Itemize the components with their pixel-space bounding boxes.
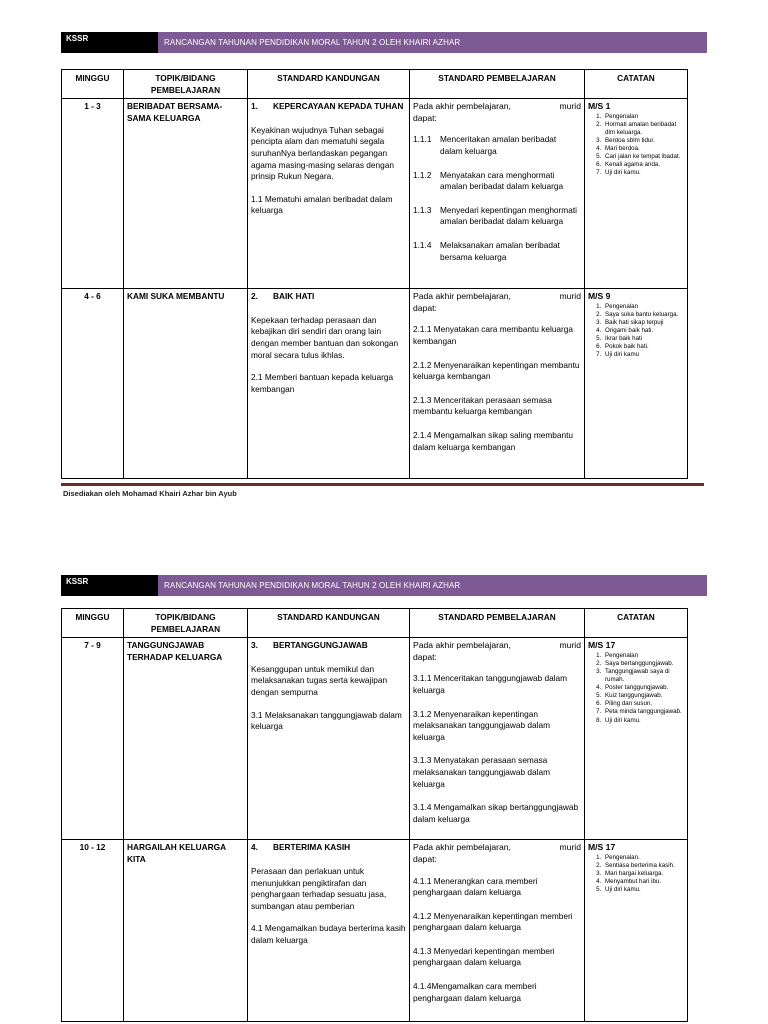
list-item: 2. Sentiasa berterima kasih.	[603, 862, 684, 870]
standard-pembelajaran-cell	[410, 638, 585, 840]
page-reference: M/S 17	[588, 842, 616, 853]
sp-item: 3.1.1 Menceritakan tanggungjawab dalam keluarga	[413, 673, 568, 695]
table-row	[62, 99, 688, 289]
list-item: 1. Pengenalan	[603, 652, 684, 660]
sp-intro-dapat: dapat:	[413, 651, 437, 662]
list-item: 4. Mari berdoa.	[603, 145, 684, 153]
standard-pembelajaran-cell	[410, 289, 585, 479]
list-item: 2. Hormati amalan beribadat dlm keluarga.	[603, 121, 684, 137]
list-item: 7. Peta minda tanggungjawab.	[603, 708, 684, 716]
sp-item: 1.1.4 Melaksanakan amalan beribadat bersama keluarga	[413, 239, 560, 262]
kssr-tag: KSSR	[61, 32, 158, 53]
column-header-topik: TOPIK/BIDANG PEMBELAJARAN	[124, 609, 248, 638]
list-item: 3. Berdoa sblm tidur.	[603, 137, 684, 145]
standard-kandungan-cell	[248, 840, 410, 1022]
sp-item: 4.1.2 Menyenaraikan kepentingan memberi penghargaan dalam keluarga	[413, 910, 573, 933]
yearly-plan-table	[61, 69, 688, 479]
prepared-by-text: Disediakan oleh Mohamad Khairi Azhar bin Ayub	[63, 489, 237, 498]
list-item: 1. Pengenalan	[603, 303, 684, 311]
sk-title: BAIK HATI	[273, 291, 315, 302]
topik-cell: KAMI SUKA MEMBANTU	[124, 289, 248, 479]
sk-description: Keyakinan wujudnya Tuhan sebagai pencipta alam dan mematuhi segala suruhanNya berlandaskan pegangan agama masing-masing selaras dengan prinsip Rukun Negara.	[251, 124, 394, 182]
sp-item: 3.1.4 Mengamalkan sikap bertanggungjawab dalam keluarga	[413, 802, 579, 824]
banner-title: RANCANGAN TAHUNAN PENDIDIKAN MORAL TAHUN 2 OLEH KHAIRI AZHAR	[158, 575, 707, 596]
sp-item: 2.1.4 Mengamalkan sikap saling membantu dalam keluarga kembangan	[413, 429, 574, 452]
list-item: 5. Kuiz tanggungjawab.	[603, 692, 684, 700]
sk-number: 2.	[251, 291, 258, 302]
banner-title: RANCANGAN TAHUNAN PENDIDIKAN MORAL TAHUN 2 OLEH KHAIRI AZHAR	[158, 32, 707, 53]
sp-intro: Pada akhir pembelajaran,	[413, 640, 511, 651]
sk-description: Kepekaan terhadap perasaan dan kebajikan diri sendiri dan orang lain dengan member bantuan dan sokongan moral secara tulus ikhlas.	[251, 314, 399, 360]
notes-list	[588, 113, 684, 178]
list-item: 5. Ikrar baik hati	[603, 335, 684, 343]
sp-item: 2.1.1 Menyatakan cara membantu keluarga kembangan	[413, 324, 574, 346]
column-header-topik: TOPIK/BIDANG PEMBELAJARAN	[124, 70, 248, 99]
page-reference: M/S 1	[588, 101, 611, 112]
sp-intro: Pada akhir pembelajaran,	[413, 291, 511, 302]
table-header-row	[62, 609, 688, 638]
minggu-cell: 7 - 9	[62, 638, 124, 840]
sp-item: 4.1.3 Menyedari kepentingan memberi penghargaan dalam keluarga	[413, 945, 555, 968]
sk-number: 4.	[251, 842, 258, 853]
sk-title: KEPERCAYAAN KEPADA TUHAN	[273, 101, 404, 112]
sp-item: 2.1.3 Menceritakan perasaan semasa membantu keluarga kembangan	[413, 394, 552, 417]
sp-item: 1.1.2 Menyatakan cara menghormati amalan beribadat dalam keluarga	[413, 169, 564, 192]
list-item: 3. Tanggungjawab saya di rumah.	[603, 668, 684, 684]
standard-kandungan-cell	[248, 289, 410, 479]
footer-divider	[61, 483, 704, 486]
sk-standard: 1.1 Mematuhi amalan beribadat dalam keluarga	[251, 193, 393, 216]
list-item: 6. Piling dan susun.	[603, 700, 684, 708]
standard-pembelajaran-cell	[410, 840, 585, 1022]
list-item: 6. Pokok baik hati.	[603, 343, 684, 351]
kssr-tag: KSSR	[61, 575, 158, 596]
sp-intro-murid: murid	[559, 640, 581, 651]
sp-item: 1.1.3 Menyedari kepentingan menghormati amalan beribadat dalam keluarga	[413, 204, 577, 227]
list-item: 8. Uji diri kamu.	[603, 717, 684, 725]
sk-description: Kesanggupan untuk memikul dan melaksanakan tugas serta kewajipan dengan sempurna	[251, 663, 388, 697]
sp-item: 1.1.1 Menceritakan amalan beribadat dalam keluarga	[413, 134, 557, 156]
header-banner	[61, 32, 707, 53]
column-header-standard-pembelajaran: STANDARD PEMBELAJARAN	[410, 609, 585, 638]
column-header-minggu: MINGGU	[62, 70, 124, 99]
minggu-cell: 1 - 3	[62, 99, 124, 289]
list-item: 4. Poster tanggungjawab.	[603, 684, 684, 692]
list-item: 2. Saya bertanggungjawab.	[603, 660, 684, 668]
sp-item: 4.1.4Mengamalkan cara memberi penghargaan dalam keluarga	[413, 981, 537, 1003]
minggu-cell: 10 - 12	[62, 840, 124, 1022]
sp-intro-murid: murid	[559, 842, 581, 853]
header-banner	[61, 575, 707, 596]
sk-number: 3.	[251, 640, 258, 651]
sk-description: Perasaan dan perlakuan untuk menunjukkan pengiktirafan dan penghargaan terhadap sesuatu jasa, sumbangan atau pemberian	[251, 865, 387, 911]
list-item: 6. Kenali agama anda.	[603, 161, 684, 169]
list-item: 7. Uji diri kamu.	[603, 169, 684, 177]
sk-standard: 2.1 Memberi bantuan kepada keluarga kembangan	[251, 372, 394, 394]
list-item: 7. Uji diri kamu	[603, 351, 684, 359]
list-item: 3. Baik hati sikap terpuji	[603, 319, 684, 327]
list-item: 5. Uji diri kamu.	[603, 886, 684, 894]
sp-intro-murid: murid	[559, 101, 581, 112]
topik-cell: HARGAILAH KELUARGA KITA	[124, 840, 248, 1022]
page-reference: M/S 9	[588, 291, 611, 302]
standard-kandungan-cell	[248, 99, 410, 289]
table-row	[62, 840, 688, 1022]
table-row	[62, 638, 688, 840]
column-header-minggu: MINGGU	[62, 609, 124, 638]
sp-intro-dapat: dapat:	[413, 302, 437, 313]
sp-item: 3.1.2 Menyenaraikan kepentingan melaksanakan tanggungjawab dalam keluarga	[413, 708, 550, 742]
catatan-cell	[585, 99, 688, 289]
sk-title: BERTANGGUNGJAWAB	[273, 640, 368, 651]
sk-standard: 4.1 Mengamalkan budaya berterima kasih dalam keluarga	[251, 923, 406, 945]
column-header-standard-kandungan: STANDARD KANDUNGAN	[248, 609, 410, 638]
column-header-standard-pembelajaran: STANDARD PEMBELAJARAN	[410, 70, 585, 99]
column-header-catatan: CATATAN	[585, 70, 688, 99]
sp-intro-dapat: dapat:	[413, 853, 437, 864]
sk-title: BERTERIMA KASIH	[273, 842, 351, 853]
list-item: 3. Mari hargai keluarga.	[603, 870, 684, 878]
list-item: 5. Cari jalan ke tempat ibadat.	[603, 153, 684, 161]
sp-intro: Pada akhir pembelajaran,	[413, 842, 511, 853]
catatan-cell	[585, 638, 688, 840]
sk-number: 1.	[251, 101, 258, 112]
sp-item: 3.1.3 Menyatakan perasaan semasa melaksanakan tanggungjawab dalam keluarga	[413, 755, 550, 789]
sp-intro-murid: murid	[559, 291, 581, 302]
table-row	[62, 289, 688, 479]
list-item: 1. Pengenalan	[603, 113, 684, 121]
minggu-cell: 4 - 6	[62, 289, 124, 479]
column-header-catatan: CATATAN	[585, 609, 688, 638]
sp-item: 2.1.2 Menyenaraikan kepentingan membantu keluarga kembangan	[413, 359, 580, 382]
yearly-plan-table	[61, 608, 688, 1022]
standard-kandungan-cell	[248, 638, 410, 840]
list-item: 4. Menyambut hari ibu.	[603, 878, 684, 886]
page-reference: M/S 17	[588, 640, 616, 651]
topik-cell: BERIBADAT BERSAMA-SAMA KELUARGA	[124, 99, 248, 289]
topik-cell: TANGGUNGJAWAB TERHADAP KELUARGA	[124, 638, 248, 840]
notes-list	[588, 652, 684, 725]
notes-list	[588, 303, 684, 360]
list-item: 1. Pengenalan.	[603, 854, 684, 862]
sk-standard: 3.1 Melaksanakan tanggungjawab dalam keluarga	[251, 709, 402, 732]
table-header-row	[62, 70, 688, 99]
list-item: 2. Saya suka bantu keluarga.	[603, 311, 684, 319]
sp-intro: Pada akhir pembelajaran,	[413, 101, 511, 112]
list-item: 4. Origami baik hati.	[603, 327, 684, 335]
catatan-cell	[585, 840, 688, 1022]
sp-intro-dapat: dapat:	[413, 112, 437, 123]
sp-item: 4.1.1 Menerangkan cara memberi penghargaan dalam keluarga	[413, 875, 538, 898]
column-header-standard-kandungan: STANDARD KANDUNGAN	[248, 70, 410, 99]
notes-list	[588, 854, 684, 894]
standard-pembelajaran-cell	[410, 99, 585, 289]
catatan-cell	[585, 289, 688, 479]
